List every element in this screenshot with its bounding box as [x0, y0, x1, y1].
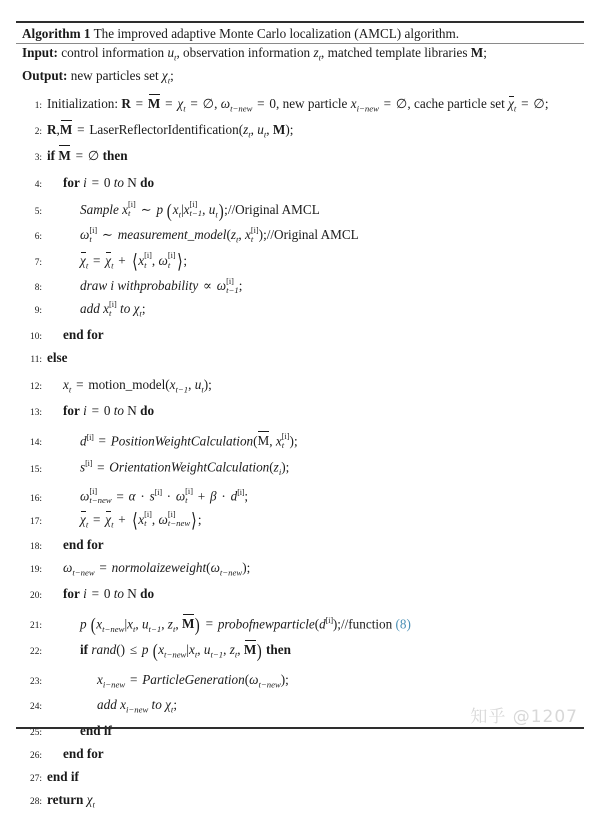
algorithm-line-6	[16, 226, 584, 249]
algorithm-line-5	[16, 201, 584, 224]
output-label: Output:	[22, 68, 68, 84]
line-number: 24:	[30, 702, 42, 713]
line-number: 10:	[30, 332, 42, 343]
algorithm-line-22	[16, 641, 584, 664]
input-label: Input:	[22, 45, 58, 60]
line-code: else	[47, 350, 68, 366]
line-code: ω [i] t−new = α · s[i] · ω [i] t + β · d[i];	[80, 486, 248, 506]
line-number: 21:	[30, 621, 42, 632]
line-number: 26:	[30, 750, 42, 761]
algorithm-line-28	[16, 791, 584, 813]
algorithm-block	[16, 21, 584, 813]
algorithm-line-20	[16, 585, 584, 605]
algorithm-line-27	[16, 768, 584, 788]
line-code: $\chi_t = \chi_t$ + ⟨x [i] t , ω [i] t ⟩;	[80, 251, 188, 274]
input-text: control information $u_t$, observation information $z_t$, matched template libraries M;	[61, 45, 487, 63]
algorithm-line-23	[16, 671, 584, 694]
algorithm-line-14	[16, 429, 584, 452]
line-number: 11:	[30, 355, 42, 366]
line-number: 7:	[34, 257, 42, 268]
line-code: Initialization: $R = M = \chi_t$ = ∅, $\omega_{t-new} = 0$, new particle $x_{i-new}$ = ∅, cache particle set $\chi_t$ = ∅;	[47, 96, 549, 114]
algorithm-line-11	[16, 349, 584, 369]
algorithm-line-15	[16, 455, 584, 481]
line-number: 19:	[30, 565, 42, 576]
line-code: for i = 0 to N do	[63, 585, 155, 601]
line-code: $R,M = LaserReflectorIdentification(z_t$, $u_t$, M);	[47, 121, 294, 140]
line-number: 27:	[30, 773, 42, 784]
line-number: 20:	[30, 590, 42, 601]
line-code: $s[i] = OrientationWeightCalculation(z_i)$;	[80, 459, 290, 478]
line-code: for i = 0 to N do	[63, 174, 155, 190]
line-code: if rand() ≤ p ($x_{t-new}|x_t$, $u_{t-1}$, $z_t$, M) then	[80, 640, 291, 662]
line-number: 1:	[34, 101, 42, 112]
algorithm-line-13	[16, 402, 584, 422]
line-number: 14:	[30, 438, 42, 449]
algorithm-line-8	[16, 277, 584, 297]
zhihu-watermark: 知乎 @1207	[470, 707, 578, 727]
algorithm-line-17	[16, 511, 584, 534]
algorithm-line-9	[16, 300, 584, 323]
algorithm-line-26	[16, 745, 584, 765]
line-code: end if	[80, 722, 112, 738]
line-number: 28:	[30, 796, 42, 807]
line-number: 16:	[30, 493, 42, 504]
line-number: 6:	[34, 232, 42, 243]
line-code: for i = 0 to N do	[63, 402, 155, 418]
algorithm-caption	[16, 23, 584, 43]
line-number: 22:	[30, 646, 42, 657]
output-line	[16, 67, 584, 90]
bottom-rule-container	[16, 727, 584, 729]
line-number: 13:	[30, 407, 42, 418]
output-text: new particles set $\chi_t$;	[70, 68, 174, 86]
line-number: 5:	[34, 206, 42, 217]
line-number: 4:	[34, 179, 42, 190]
line-code: $x_{i-new}$ = $ParticleGeneration(\omega_{t-new})$;	[97, 671, 289, 690]
line-code: end for	[63, 537, 104, 553]
algorithm-line-10	[16, 326, 584, 346]
algorithm-line-19	[16, 559, 584, 582]
line-code: Sample x [i] t ∼ p ($x_t|x$ [i] t−1 , $u_t);/$/Original AMCL	[80, 199, 320, 222]
line-code: return $\chi_t$	[47, 791, 95, 810]
algorithm-line-4	[16, 174, 584, 194]
algorithm-line-12	[16, 376, 584, 399]
line-number: 12:	[30, 382, 42, 393]
line-code: end if	[47, 768, 79, 784]
algorithm-line-2	[16, 121, 584, 144]
algorithm-line-16	[16, 484, 584, 507]
line-code: draw i withprobability ∝ ω [i] t−1 ;	[80, 276, 243, 296]
line-number: 8:	[34, 283, 42, 294]
algorithm-line-7	[16, 252, 584, 275]
algorithm-line-3	[16, 147, 584, 167]
algorithm-line-18	[16, 536, 584, 556]
bottom-rule	[16, 727, 584, 729]
line-number: 9:	[34, 306, 42, 317]
input-line	[16, 44, 584, 67]
line-number: 18:	[30, 542, 42, 553]
line-code: ω [i] t ∼ $measurement\_model(z_t$, x [i] t );//Original AMCL	[80, 225, 359, 245]
line-code: if M = ∅ then	[47, 147, 128, 163]
line-number: 23:	[30, 676, 42, 687]
line-number: 15:	[30, 464, 42, 475]
line-number: 17:	[30, 516, 42, 527]
line-code: add $x_{i-new}$ to $\chi_t$;	[97, 697, 178, 715]
line-code: $\omega_{t-new}$ = $normolaizeweight(\omega_{t-new})$;	[63, 560, 251, 578]
function-reference[interactable]: (8)	[395, 616, 411, 632]
line-number: 25:	[30, 727, 42, 738]
line-code: add x [i] t to $\chi_t$;	[80, 299, 146, 320]
algorithm-line-21	[16, 612, 584, 638]
algorithm-caption-text: The improved adaptive Monte Carlo localization (AMCL) algorithm.	[93, 26, 460, 41]
line-code: end for	[63, 327, 104, 343]
algorithm-caption-label: Algorithm 1	[22, 26, 91, 41]
line-code: p ($x_{t-new}|x_t$, $u_{t-1}$, $z_t$, M) = probofnewparticle(d[i]);//function (8)	[80, 615, 411, 637]
line-code: d[i] = PositionWeightCalculation(M, x [i] t );	[80, 431, 298, 450]
line-code: $x_t$ = $motion\_model(x_{t-1}$, $u_t$);	[63, 377, 212, 395]
line-code: $\chi_t = \chi_t$ + ⟨x [i] t , ω [i] t−new ⟩;	[80, 509, 202, 533]
line-number: 3:	[34, 152, 42, 163]
line-number: 2:	[34, 126, 42, 137]
line-code: end for	[63, 745, 104, 761]
algorithm-line-1	[16, 95, 584, 118]
